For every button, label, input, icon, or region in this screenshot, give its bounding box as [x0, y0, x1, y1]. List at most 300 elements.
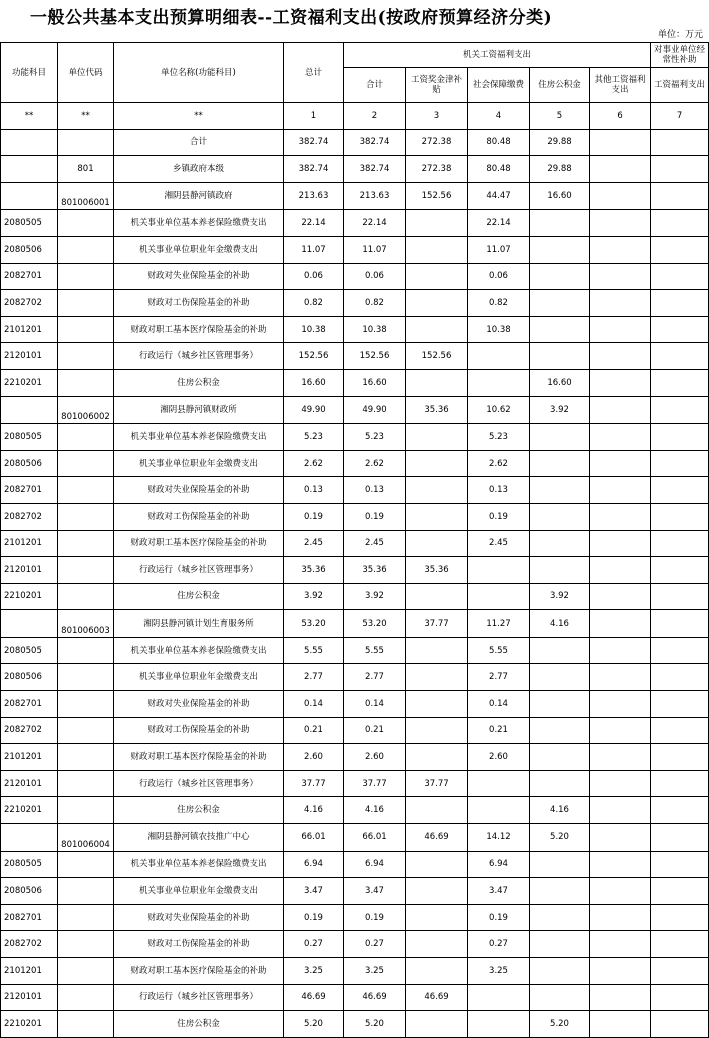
total-cell: 46.69 [284, 984, 344, 1011]
func-cell [1, 610, 58, 638]
col-6-cell [590, 610, 651, 638]
table-row [1, 610, 709, 638]
table-row [1, 156, 709, 183]
name-cell: 行政运行（城乡社区管理事务） [114, 343, 284, 370]
table-row [1, 316, 709, 343]
func-cell [1, 396, 58, 424]
col-6-cell [590, 583, 651, 610]
name-cell: 湘阴县静河镇财政所 [114, 396, 284, 424]
col-7-cell [651, 851, 709, 878]
col-4-cell: 0.19 [468, 904, 530, 931]
total-cell: 3.47 [284, 878, 344, 905]
col-7-cell [651, 503, 709, 530]
total-cell: 5.20 [284, 1011, 344, 1038]
col-4-cell: 3.47 [468, 878, 530, 905]
code-cell [58, 691, 114, 718]
func-cell [1, 129, 58, 156]
code-cell [58, 664, 114, 691]
col-7-cell [651, 450, 709, 477]
col-3-cell: 37.77 [406, 610, 468, 638]
unit-label: 单位：万元 [657, 30, 703, 40]
col-2-cell: 0.19 [344, 904, 406, 931]
col-5-cell [530, 637, 590, 664]
col-5-cell [530, 503, 590, 530]
col-4-cell: 0.19 [468, 503, 530, 530]
code-cell [58, 450, 114, 477]
table-row [1, 236, 709, 263]
code-cell [58, 931, 114, 958]
name-cell: 财政对职工基本医疗保险基金的补助 [114, 530, 284, 557]
table-row [1, 450, 709, 477]
col-2-cell: 53.20 [344, 610, 406, 638]
table-row [1, 958, 709, 985]
header-mark: 2 [344, 103, 406, 130]
col-2-cell: 2.60 [344, 744, 406, 771]
code-cell [58, 503, 114, 530]
table-row [1, 664, 709, 691]
col-7-cell [651, 904, 709, 931]
col-4-cell [468, 557, 530, 584]
col-4-cell: 0.14 [468, 691, 530, 718]
total-cell: 35.36 [284, 557, 344, 584]
header-mark: 6 [590, 103, 651, 130]
col-2-cell: 5.23 [344, 424, 406, 451]
header-mark: 3 [406, 103, 468, 130]
col-2-cell: 3.92 [344, 583, 406, 610]
col-5-cell [530, 904, 590, 931]
col-6-cell [590, 396, 651, 424]
col-4-cell [468, 369, 530, 396]
func-cell: 2120101 [1, 770, 58, 797]
table-row [1, 878, 709, 905]
col-2-cell: 0.13 [344, 477, 406, 504]
col-7-cell [651, 210, 709, 237]
total-cell: 382.74 [284, 129, 344, 156]
col-3-cell [406, 664, 468, 691]
name-cell: 机关事业单位基本养老保险缴费支出 [114, 210, 284, 237]
col-5-cell [530, 530, 590, 557]
total-cell: 382.74 [284, 156, 344, 183]
table-row [1, 797, 709, 824]
code-cell: 801006002 [58, 396, 114, 424]
col-3-cell [406, 236, 468, 263]
table-header [1, 43, 709, 130]
col-5-cell: 16.60 [530, 369, 590, 396]
col-7-cell [651, 958, 709, 985]
code-cell: 801006004 [58, 824, 114, 852]
code-cell [58, 717, 114, 744]
table-row [1, 717, 709, 744]
col-2-cell: 382.74 [344, 156, 406, 183]
func-cell: 2082701 [1, 904, 58, 931]
col-2-cell: 5.55 [344, 637, 406, 664]
name-cell: 机关事业单位职业年金缴费支出 [114, 236, 284, 263]
name-cell: 财政对工伤保险基金的补助 [114, 290, 284, 317]
col-3-cell [406, 369, 468, 396]
func-cell: 2080505 [1, 637, 58, 664]
total-cell: 5.23 [284, 424, 344, 451]
col-7-cell [651, 610, 709, 638]
name-cell: 湘阴县静河镇政府 [114, 182, 284, 210]
col-3-cell [406, 530, 468, 557]
total-cell: 22.14 [284, 210, 344, 237]
col-2-cell: 22.14 [344, 210, 406, 237]
col-5-cell: 29.88 [530, 156, 590, 183]
col-2-cell: 382.74 [344, 129, 406, 156]
col-2-cell: 35.36 [344, 557, 406, 584]
col-3-cell [406, 290, 468, 317]
col-4-cell: 10.38 [468, 316, 530, 343]
func-cell: 2080506 [1, 664, 58, 691]
col-7-cell [651, 583, 709, 610]
header-name: 单位名称(功能科目) [114, 43, 284, 103]
code-cell [58, 129, 114, 156]
col-6-cell [590, 824, 651, 852]
name-cell: 机关事业单位基本养老保险缴费支出 [114, 424, 284, 451]
col-4-cell: 14.12 [468, 824, 530, 852]
col-2-cell: 6.94 [344, 851, 406, 878]
col-2-cell: 16.60 [344, 369, 406, 396]
name-cell: 住房公积金 [114, 583, 284, 610]
col-2-cell: 152.56 [344, 343, 406, 370]
table-row [1, 691, 709, 718]
col-5-cell [530, 263, 590, 290]
table-row [1, 904, 709, 931]
col-3-cell: 152.56 [406, 343, 468, 370]
col-2-cell: 0.82 [344, 290, 406, 317]
col-4-cell: 80.48 [468, 129, 530, 156]
col-7-cell [651, 530, 709, 557]
header-sub: 工资奖金津补贴 [406, 68, 468, 103]
col-2-cell: 3.47 [344, 878, 406, 905]
col-7-cell [651, 477, 709, 504]
col-2-cell: 0.27 [344, 931, 406, 958]
total-cell: 0.19 [284, 904, 344, 931]
total-cell: 0.21 [284, 717, 344, 744]
func-cell: 2080505 [1, 210, 58, 237]
code-cell [58, 904, 114, 931]
header-mark: 7 [651, 103, 709, 130]
func-cell: 2210201 [1, 583, 58, 610]
col-6-cell [590, 530, 651, 557]
table-row [1, 557, 709, 584]
col-6-cell [590, 931, 651, 958]
header-mark: ** [58, 103, 114, 130]
col-3-cell [406, 583, 468, 610]
func-cell: 2080505 [1, 851, 58, 878]
col-3-cell [406, 797, 468, 824]
total-cell: 0.19 [284, 503, 344, 530]
total-cell: 213.63 [284, 182, 344, 210]
total-cell: 3.92 [284, 583, 344, 610]
col-7-cell [651, 369, 709, 396]
code-cell [58, 958, 114, 985]
header-mark: ** [114, 103, 284, 130]
col-7-cell [651, 263, 709, 290]
col-5-cell [530, 984, 590, 1011]
name-cell: 机关事业单位基本养老保险缴费支出 [114, 637, 284, 664]
col-5-cell [530, 744, 590, 771]
col-3-cell [406, 263, 468, 290]
name-cell: 财政对工伤保险基金的补助 [114, 503, 284, 530]
col-6-cell [590, 369, 651, 396]
table-body [1, 129, 709, 1037]
total-cell: 16.60 [284, 369, 344, 396]
name-cell: 财政对失业保险基金的补助 [114, 477, 284, 504]
total-cell: 152.56 [284, 343, 344, 370]
col-2-cell: 0.14 [344, 691, 406, 718]
code-cell [58, 744, 114, 771]
func-cell: 2082702 [1, 503, 58, 530]
col-5-cell [530, 450, 590, 477]
col-4-cell: 2.77 [468, 664, 530, 691]
func-cell: 2082702 [1, 931, 58, 958]
col-6-cell [590, 717, 651, 744]
code-cell [58, 343, 114, 370]
name-cell: 湘阴县静河镇计划生育服务所 [114, 610, 284, 638]
col-5-cell: 5.20 [530, 1011, 590, 1038]
code-cell [58, 797, 114, 824]
col-6-cell [590, 503, 651, 530]
col-7-cell [651, 236, 709, 263]
col-6-cell [590, 263, 651, 290]
col-3-cell: 152.56 [406, 182, 468, 210]
col-6-cell [590, 904, 651, 931]
func-cell: 2210201 [1, 797, 58, 824]
name-cell: 合计 [114, 129, 284, 156]
col-4-cell [468, 343, 530, 370]
table-row [1, 182, 709, 210]
col-3-cell [406, 958, 468, 985]
table-row [1, 984, 709, 1011]
code-cell [58, 878, 114, 905]
col-4-cell: 5.55 [468, 637, 530, 664]
code-cell: 801006003 [58, 610, 114, 638]
code-cell [58, 369, 114, 396]
col-6-cell [590, 770, 651, 797]
table-row [1, 931, 709, 958]
func-cell: 2101201 [1, 316, 58, 343]
code-cell [58, 477, 114, 504]
header-mark: 1 [284, 103, 344, 130]
code-cell [58, 530, 114, 557]
col-3-cell [406, 931, 468, 958]
name-cell: 住房公积金 [114, 369, 284, 396]
name-cell: 财政对职工基本医疗保险基金的补助 [114, 316, 284, 343]
col-6-cell [590, 156, 651, 183]
col-5-cell: 4.16 [530, 797, 590, 824]
code-cell [58, 236, 114, 263]
col-5-cell [530, 931, 590, 958]
page-title: 一般公共基本支出预算明细表--工资福利支出(按政府预算经济分类) [30, 8, 553, 28]
name-cell: 机关事业单位职业年金缴费支出 [114, 450, 284, 477]
col-4-cell [468, 770, 530, 797]
col-5-cell [530, 210, 590, 237]
col-6-cell [590, 557, 651, 584]
name-cell: 财政对失业保险基金的补助 [114, 904, 284, 931]
col-6-cell [590, 236, 651, 263]
code-cell [58, 851, 114, 878]
header-sub: 工资福利支出 [651, 68, 709, 103]
col-3-cell [406, 744, 468, 771]
col-3-cell [406, 450, 468, 477]
col-4-cell: 11.27 [468, 610, 530, 638]
col-3-cell [406, 424, 468, 451]
col-7-cell [651, 343, 709, 370]
code-cell [58, 424, 114, 451]
header-func: 功能科目 [1, 43, 58, 103]
code-cell: 801006001 [58, 182, 114, 210]
name-cell: 财政对职工基本医疗保险基金的补助 [114, 958, 284, 985]
col-4-cell [468, 583, 530, 610]
col-6-cell [590, 984, 651, 1011]
col-4-cell: 80.48 [468, 156, 530, 183]
col-3-cell: 46.69 [406, 824, 468, 852]
col-5-cell: 29.88 [530, 129, 590, 156]
col-7-cell [651, 1011, 709, 1038]
table-row [1, 396, 709, 424]
col-5-cell: 5.20 [530, 824, 590, 852]
col-6-cell [590, 477, 651, 504]
col-3-cell [406, 851, 468, 878]
header-sub: 合计 [344, 68, 406, 103]
total-cell: 11.07 [284, 236, 344, 263]
col-7-cell [651, 717, 709, 744]
table-row [1, 477, 709, 504]
col-5-cell [530, 557, 590, 584]
func-cell: 2082701 [1, 477, 58, 504]
col-5-cell [530, 424, 590, 451]
col-6-cell [590, 129, 651, 156]
func-cell: 2120101 [1, 343, 58, 370]
col-7-cell [651, 744, 709, 771]
col-2-cell: 4.16 [344, 797, 406, 824]
col-7-cell [651, 316, 709, 343]
func-cell: 2080506 [1, 878, 58, 905]
total-cell: 2.77 [284, 664, 344, 691]
table-row [1, 824, 709, 852]
func-cell: 2082702 [1, 290, 58, 317]
total-cell: 0.06 [284, 263, 344, 290]
col-6-cell [590, 851, 651, 878]
col-2-cell: 2.62 [344, 450, 406, 477]
col-3-cell [406, 477, 468, 504]
col-2-cell: 66.01 [344, 824, 406, 852]
col-7-cell [651, 290, 709, 317]
col-4-cell: 22.14 [468, 210, 530, 237]
name-cell: 财政对失业保险基金的补助 [114, 263, 284, 290]
func-cell: 2080505 [1, 424, 58, 451]
col-5-cell: 3.92 [530, 583, 590, 610]
func-cell: 2082701 [1, 263, 58, 290]
col-4-cell: 6.94 [468, 851, 530, 878]
table-row [1, 744, 709, 771]
col-3-cell: 35.36 [406, 557, 468, 584]
col-5-cell [530, 958, 590, 985]
table-row [1, 343, 709, 370]
col-4-cell: 0.06 [468, 263, 530, 290]
table-row [1, 770, 709, 797]
col-7-cell [651, 182, 709, 210]
table-row [1, 530, 709, 557]
func-cell: 2101201 [1, 744, 58, 771]
col-5-cell [530, 717, 590, 744]
col-5-cell [530, 878, 590, 905]
col-4-cell: 2.45 [468, 530, 530, 557]
table-row [1, 424, 709, 451]
total-cell: 53.20 [284, 610, 344, 638]
col-4-cell: 44.47 [468, 182, 530, 210]
total-cell: 37.77 [284, 770, 344, 797]
func-cell: 2082702 [1, 717, 58, 744]
total-cell: 0.82 [284, 290, 344, 317]
code-cell [58, 557, 114, 584]
col-4-cell: 2.62 [468, 450, 530, 477]
total-cell: 0.14 [284, 691, 344, 718]
total-cell: 10.38 [284, 316, 344, 343]
col-6-cell [590, 450, 651, 477]
col-3-cell [406, 316, 468, 343]
col-5-cell [530, 477, 590, 504]
col-7-cell [651, 878, 709, 905]
col-6-cell [590, 210, 651, 237]
name-cell: 财政对工伤保险基金的补助 [114, 931, 284, 958]
col-3-cell: 37.77 [406, 770, 468, 797]
budget-table [0, 42, 709, 1038]
func-cell: 2210201 [1, 369, 58, 396]
col-5-cell [530, 770, 590, 797]
col-7-cell [651, 396, 709, 424]
table-row [1, 210, 709, 237]
table-row [1, 129, 709, 156]
table-row [1, 583, 709, 610]
col-3-cell [406, 1011, 468, 1038]
col-3-cell: 272.38 [406, 129, 468, 156]
func-cell: 2082701 [1, 691, 58, 718]
col-2-cell: 0.21 [344, 717, 406, 744]
table-row [1, 1011, 709, 1038]
col-2-cell: 37.77 [344, 770, 406, 797]
func-cell: 2210201 [1, 1011, 58, 1038]
col-4-cell: 2.60 [468, 744, 530, 771]
name-cell: 行政运行（城乡社区管理事务） [114, 984, 284, 1011]
header-sub: 住房公积金 [530, 68, 590, 103]
col-2-cell: 46.69 [344, 984, 406, 1011]
table-row [1, 263, 709, 290]
col-5-cell [530, 691, 590, 718]
col-7-cell [651, 424, 709, 451]
col-2-cell: 213.63 [344, 182, 406, 210]
code-cell [58, 1011, 114, 1038]
table-row [1, 290, 709, 317]
col-2-cell: 5.20 [344, 1011, 406, 1038]
header-total: 总计 [284, 43, 344, 103]
col-5-cell [530, 851, 590, 878]
code-cell [58, 263, 114, 290]
total-cell: 3.25 [284, 958, 344, 985]
col-7-cell [651, 664, 709, 691]
name-cell: 财政对工伤保险基金的补助 [114, 717, 284, 744]
code-cell [58, 984, 114, 1011]
col-5-cell: 3.92 [530, 396, 590, 424]
total-cell: 4.16 [284, 797, 344, 824]
col-3-cell: 46.69 [406, 984, 468, 1011]
name-cell: 乡镇政府本级 [114, 156, 284, 183]
col-2-cell: 49.90 [344, 396, 406, 424]
code-cell: 801 [58, 156, 114, 183]
name-cell: 行政运行（城乡社区管理事务） [114, 557, 284, 584]
header-mark: 4 [468, 103, 530, 130]
